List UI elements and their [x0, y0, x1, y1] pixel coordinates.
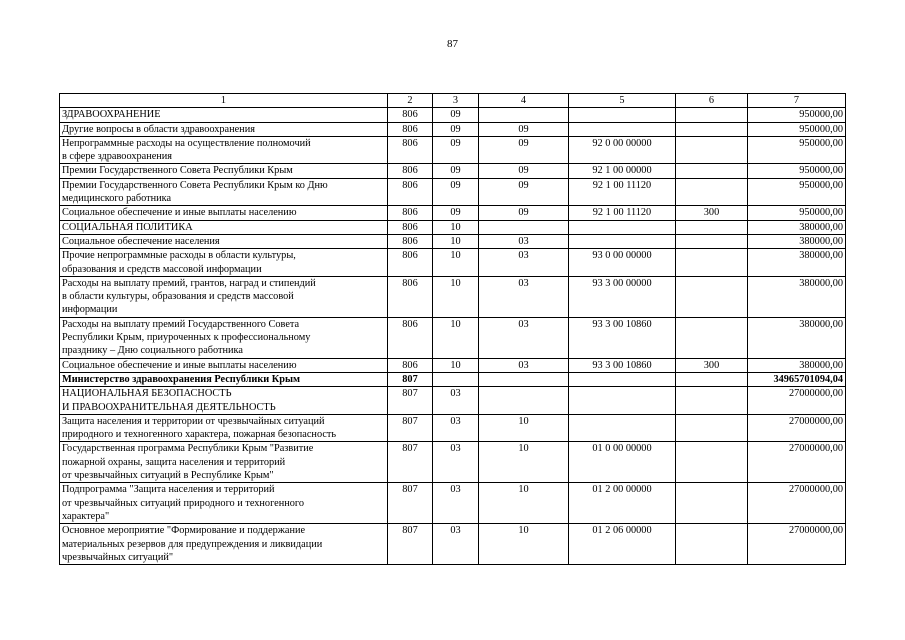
admin-code-cell: 806	[388, 178, 433, 206]
table-row	[60, 206, 846, 220]
subsection-cell	[479, 387, 569, 415]
subsection-cell: 03	[479, 276, 569, 317]
subsection-cell: 10	[479, 524, 569, 565]
column-header: 4	[479, 94, 569, 108]
target-article-cell: 93 3 00 00000	[569, 276, 676, 317]
row-name-cell: Другие вопросы в области здравоохранения	[60, 122, 388, 136]
amount-cell: 950000,00	[748, 122, 846, 136]
column-header: 6	[676, 94, 748, 108]
amount-cell: 27000000,00	[748, 414, 846, 442]
section-cell: 10	[433, 220, 479, 234]
row-name-cell: Государственная программа Республики Крым "Развитие пожарной охраны, защита населения и территорий от чрезвычайных ситуаций в Республике Крым"	[60, 442, 388, 483]
target-article-cell: 01 2 06 00000	[569, 524, 676, 565]
amount-cell: 950000,00	[748, 206, 846, 220]
row-name-cell: Расходы на выплату премий, грантов, наград и стипендий в области культуры, образования и средств массовой информации	[60, 276, 388, 317]
table-row	[60, 136, 846, 164]
section-cell: 10	[433, 358, 479, 372]
target-article-cell: 93 3 00 10860	[569, 358, 676, 372]
target-article-cell: 01 2 00 00000	[569, 483, 676, 524]
subsection-cell: 09	[479, 136, 569, 164]
column-header: 7	[748, 94, 846, 108]
admin-code-cell: 806	[388, 206, 433, 220]
expense-type-cell	[676, 220, 748, 234]
admin-code-cell: 807	[388, 442, 433, 483]
amount-cell: 950000,00	[748, 178, 846, 206]
table-row	[60, 524, 846, 565]
amount-cell: 380000,00	[748, 249, 846, 277]
target-article-cell: 93 0 00 00000	[569, 249, 676, 277]
table-row	[60, 387, 846, 415]
section-cell: 03	[433, 442, 479, 483]
row-name-cell: Подпрограмма "Защита населения и территорий от чрезвычайных ситуаций природного и техногенного характера"	[60, 483, 388, 524]
table-row	[60, 122, 846, 136]
column-header: 1	[60, 94, 388, 108]
expense-type-cell	[676, 372, 748, 386]
expense-type-cell	[676, 164, 748, 178]
expense-type-cell	[676, 387, 748, 415]
amount-cell: 27000000,00	[748, 442, 846, 483]
row-name-cell: СОЦИАЛЬНАЯ ПОЛИТИКА	[60, 220, 388, 234]
subsection-cell: 09	[479, 178, 569, 206]
target-article-cell: 92 1 00 11120	[569, 178, 676, 206]
target-article-cell	[569, 108, 676, 122]
row-name-cell: Защита населения и территории от чрезвычайных ситуаций природного и техногенного характера, пожарная безопасность	[60, 414, 388, 442]
admin-code-cell: 807	[388, 483, 433, 524]
expense-type-cell	[676, 122, 748, 136]
table-row	[60, 178, 846, 206]
row-name-cell: Премии Государственного Совета Республики Крым ко Дню медицинского работника	[60, 178, 388, 206]
page-number: 87	[447, 38, 458, 50]
section-cell: 09	[433, 164, 479, 178]
subsection-cell	[479, 108, 569, 122]
admin-code-cell: 806	[388, 108, 433, 122]
expense-type-cell	[676, 178, 748, 206]
subsection-cell: 09	[479, 164, 569, 178]
admin-code-cell: 806	[388, 136, 433, 164]
admin-code-cell: 807	[388, 524, 433, 565]
subsection-cell: 03	[479, 358, 569, 372]
amount-cell: 27000000,00	[748, 524, 846, 565]
amount-cell: 950000,00	[748, 108, 846, 122]
table-row	[60, 276, 846, 317]
table-row	[60, 414, 846, 442]
amount-cell: 380000,00	[748, 220, 846, 234]
budget-table	[59, 93, 846, 565]
amount-cell: 27000000,00	[748, 483, 846, 524]
target-article-cell: 93 3 00 10860	[569, 317, 676, 358]
table-row	[60, 317, 846, 358]
target-article-cell	[569, 387, 676, 415]
target-article-cell	[569, 414, 676, 442]
section-cell: 09	[433, 178, 479, 206]
expense-type-cell	[676, 276, 748, 317]
admin-code-cell: 806	[388, 122, 433, 136]
amount-cell: 380000,00	[748, 276, 846, 317]
section-cell: 03	[433, 414, 479, 442]
expense-type-cell	[676, 483, 748, 524]
row-name-cell: Основное мероприятие "Формирование и поддержание материальных резервов для предупреждения и ликвидации чрезвычайных ситуаций"	[60, 524, 388, 565]
row-name-cell: Социальное обеспечение населения	[60, 234, 388, 248]
expense-type-cell: 300	[676, 206, 748, 220]
row-name-cell: Расходы на выплату премий Государственного Совета Республики Крым, приуроченных к профессиональному празднику – Дню социального работника	[60, 317, 388, 358]
section-cell: 03	[433, 483, 479, 524]
section-cell: 09	[433, 108, 479, 122]
table-row	[60, 234, 846, 248]
table-row	[60, 483, 846, 524]
section-cell: 09	[433, 206, 479, 220]
target-article-cell	[569, 372, 676, 386]
row-name-cell: Премии Государственного Совета Республики Крым	[60, 164, 388, 178]
expense-type-cell	[676, 234, 748, 248]
amount-cell: 380000,00	[748, 317, 846, 358]
column-header: 2	[388, 94, 433, 108]
admin-code-cell: 807	[388, 387, 433, 415]
section-cell: 09	[433, 122, 479, 136]
table-row	[60, 249, 846, 277]
table-row	[60, 164, 846, 178]
subsection-cell: 10	[479, 442, 569, 483]
subsection-cell	[479, 372, 569, 386]
row-name-cell: НАЦИОНАЛЬНАЯ БЕЗОПАСНОСТЬ И ПРАВООХРАНИТЕЛЬНАЯ ДЕЯТЕЛЬНОСТЬ	[60, 387, 388, 415]
admin-code-cell: 806	[388, 164, 433, 178]
amount-cell: 380000,00	[748, 234, 846, 248]
subsection-cell: 10	[479, 483, 569, 524]
admin-code-cell: 806	[388, 220, 433, 234]
expense-type-cell	[676, 136, 748, 164]
table-row	[60, 372, 846, 386]
amount-cell: 34965701094,04	[748, 372, 846, 386]
expense-type-cell	[676, 249, 748, 277]
amount-cell: 950000,00	[748, 164, 846, 178]
column-header: 5	[569, 94, 676, 108]
admin-code-cell: 807	[388, 372, 433, 386]
row-name-cell: Социальное обеспечение и иные выплаты населению	[60, 206, 388, 220]
table-body	[60, 108, 846, 565]
subsection-cell	[479, 220, 569, 234]
amount-cell: 380000,00	[748, 358, 846, 372]
amount-cell: 950000,00	[748, 136, 846, 164]
expense-type-cell	[676, 524, 748, 565]
expense-type-cell	[676, 442, 748, 483]
target-article-cell: 92 0 00 00000	[569, 136, 676, 164]
admin-code-cell: 807	[388, 414, 433, 442]
row-name-cell: Социальное обеспечение и иные выплаты населению	[60, 358, 388, 372]
admin-code-cell: 806	[388, 234, 433, 248]
expense-type-cell	[676, 414, 748, 442]
target-article-cell	[569, 122, 676, 136]
expense-type-cell	[676, 317, 748, 358]
subsection-cell: 03	[479, 249, 569, 277]
row-name-cell: Прочие непрограммные расходы в области культуры, образования и средств массовой информации	[60, 249, 388, 277]
target-article-cell: 01 0 00 00000	[569, 442, 676, 483]
table-row	[60, 220, 846, 234]
admin-code-cell: 806	[388, 358, 433, 372]
expense-type-cell: 300	[676, 358, 748, 372]
row-name-cell: Министерство здравоохранения Республики Крым	[60, 372, 388, 386]
section-cell: 10	[433, 234, 479, 248]
expense-type-cell	[676, 108, 748, 122]
section-cell: 03	[433, 387, 479, 415]
subsection-cell: 03	[479, 234, 569, 248]
target-article-cell	[569, 234, 676, 248]
target-article-cell	[569, 220, 676, 234]
section-cell: 10	[433, 276, 479, 317]
table-row	[60, 442, 846, 483]
row-name-cell: Непрограммные расходы на осуществление полномочий в сфере здравоохранения	[60, 136, 388, 164]
section-cell	[433, 372, 479, 386]
admin-code-cell: 806	[388, 249, 433, 277]
subsection-cell: 03	[479, 317, 569, 358]
header-row	[60, 94, 846, 108]
section-cell: 10	[433, 317, 479, 358]
row-name-cell: ЗДРАВООХРАНЕНИЕ	[60, 108, 388, 122]
table-row	[60, 108, 846, 122]
column-header: 3	[433, 94, 479, 108]
amount-cell: 27000000,00	[748, 387, 846, 415]
subsection-cell: 10	[479, 414, 569, 442]
admin-code-cell: 806	[388, 276, 433, 317]
subsection-cell: 09	[479, 206, 569, 220]
table-row	[60, 358, 846, 372]
section-cell: 03	[433, 524, 479, 565]
admin-code-cell: 806	[388, 317, 433, 358]
section-cell: 10	[433, 249, 479, 277]
target-article-cell: 92 1 00 11120	[569, 206, 676, 220]
section-cell: 09	[433, 136, 479, 164]
subsection-cell: 09	[479, 122, 569, 136]
target-article-cell: 92 1 00 00000	[569, 164, 676, 178]
